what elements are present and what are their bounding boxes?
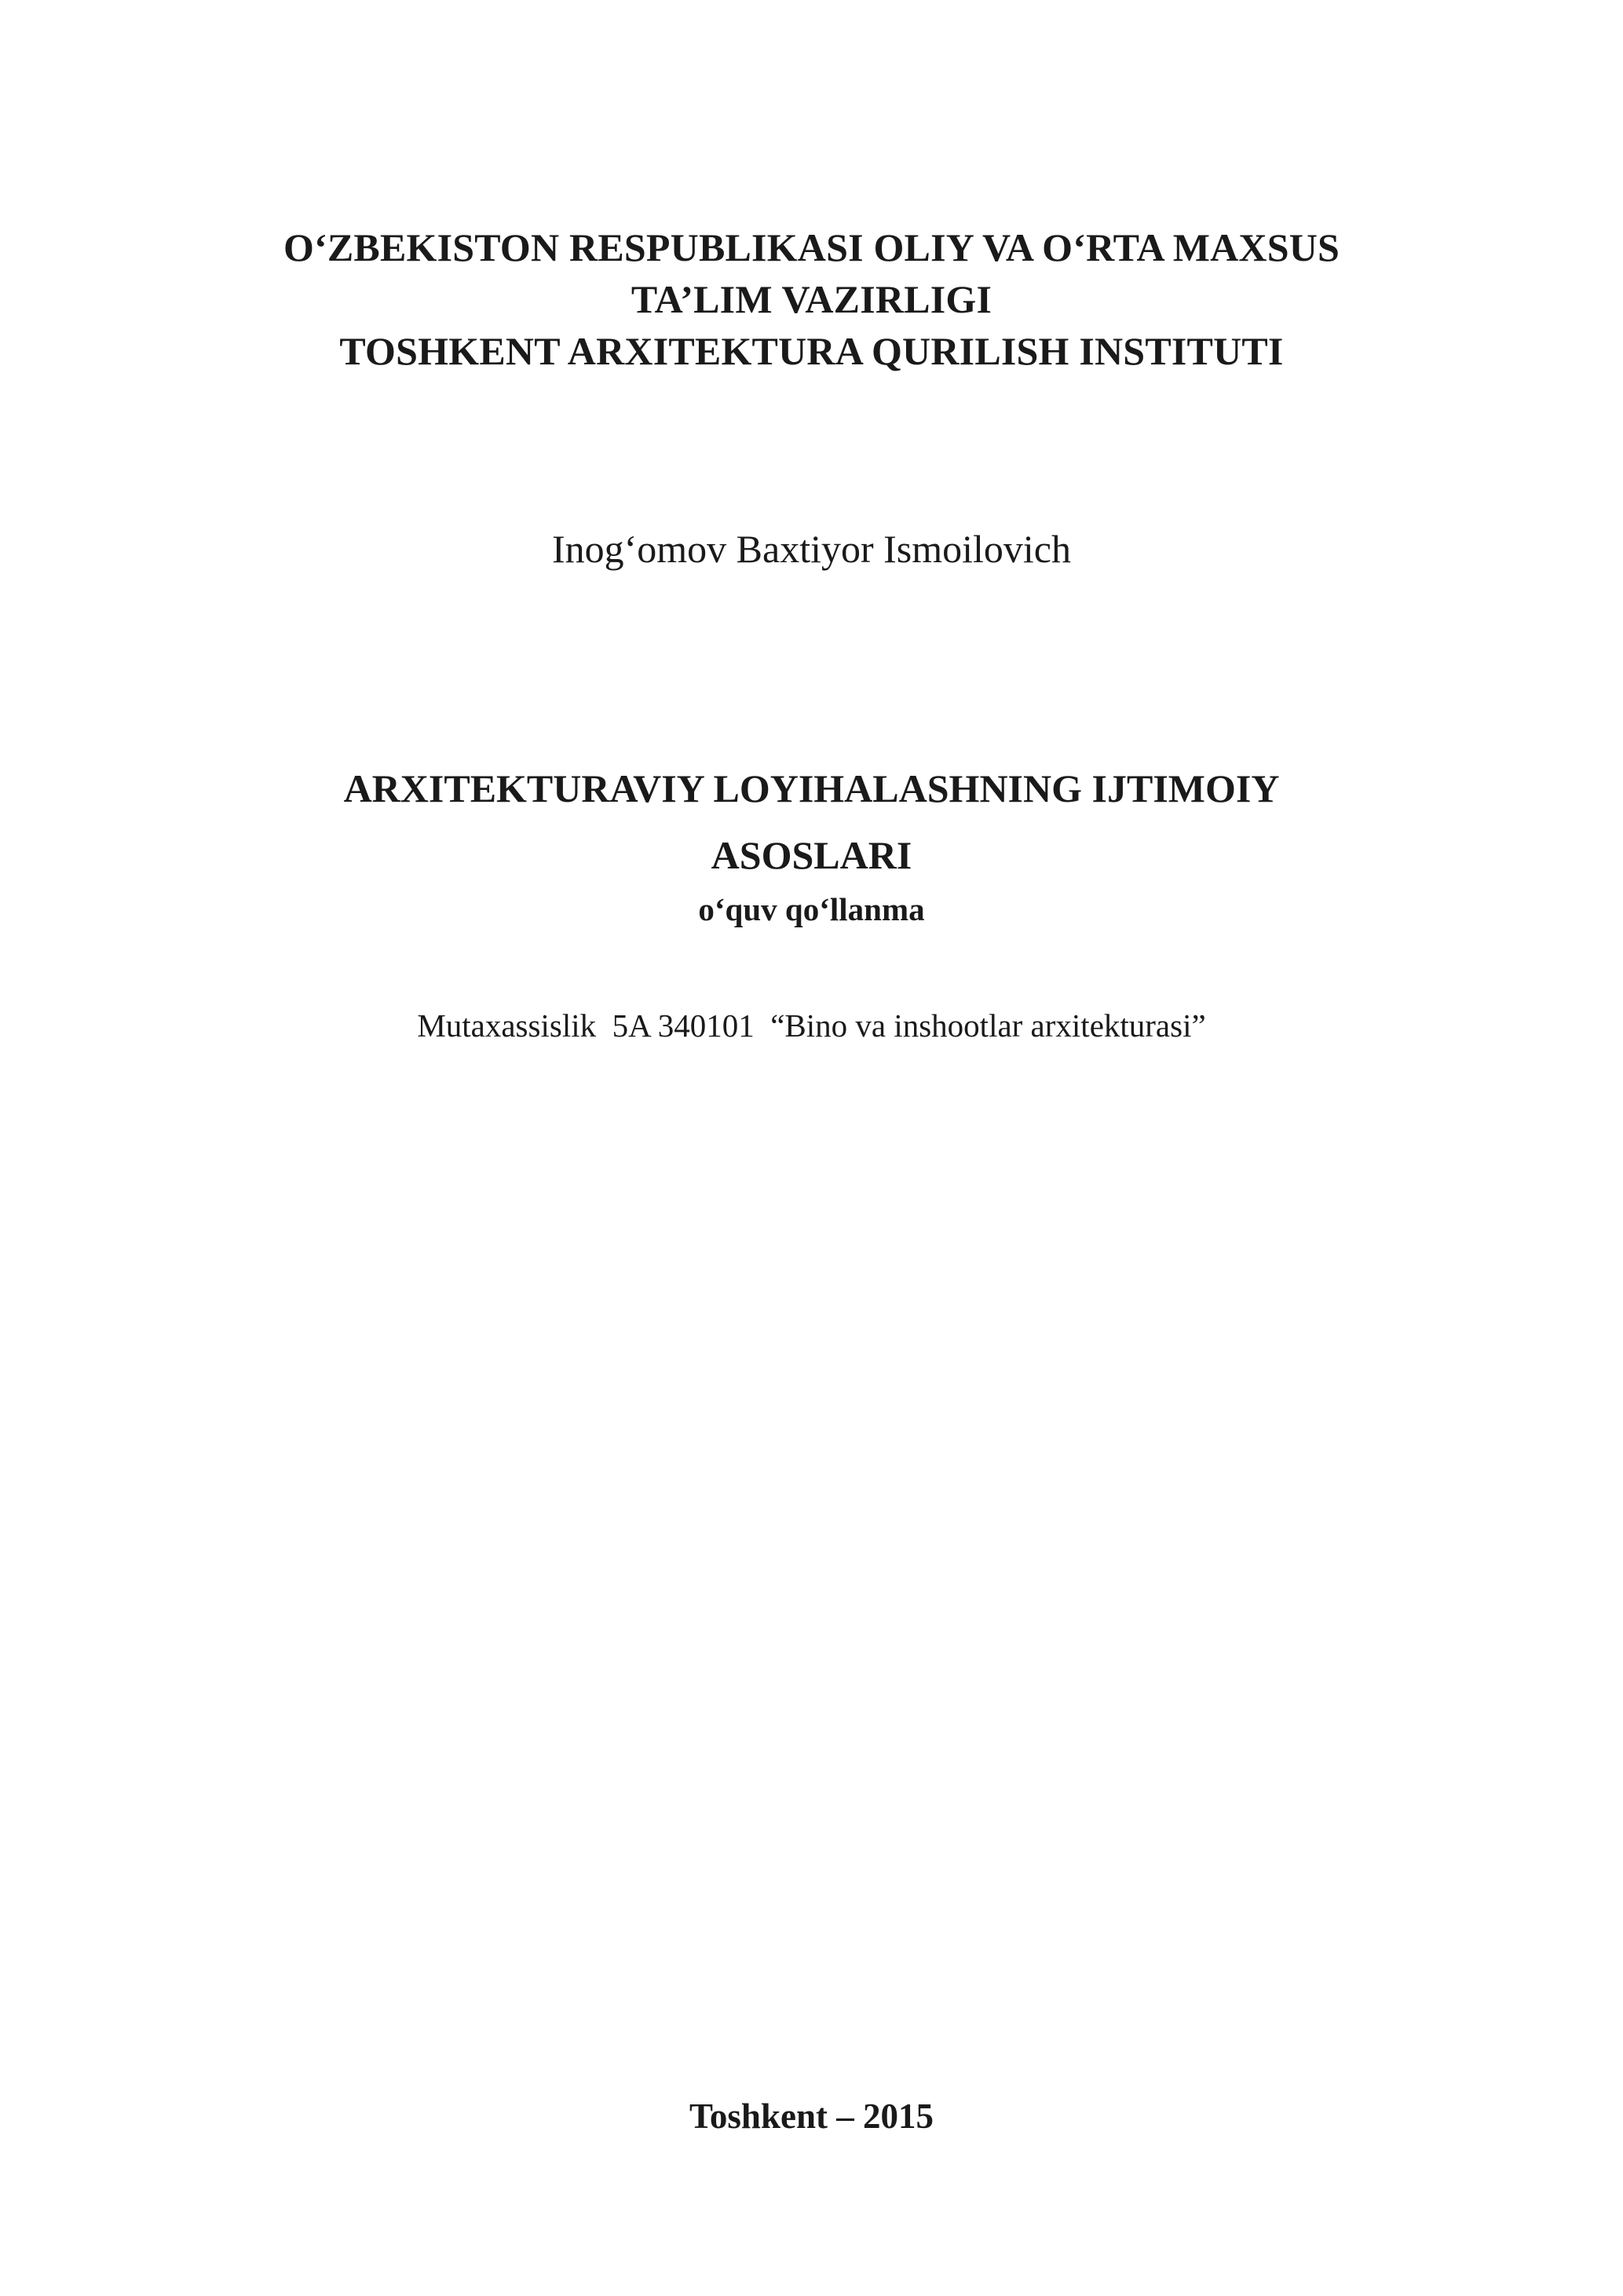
book-title-line-2: ASOSLARI bbox=[711, 833, 912, 877]
book-type: o‘quv qo‘llanma bbox=[698, 891, 925, 927]
ministry-line-2: TA’LIM VAZIRLIGI bbox=[631, 277, 992, 321]
place-and-year: Toshkent – 2015 bbox=[689, 2097, 934, 2136]
institute-name: TOSHKENT ARXITEKTURA QURILISH INSTITUTI bbox=[339, 329, 1284, 373]
book-title-line-1: ARXITEKTURAVIY LOYIHALASHNING IJTIMOIY bbox=[343, 766, 1280, 810]
ministry-header bbox=[0, 221, 1623, 377]
ministry-line-1: O‘ZBEKISTON RESPUBLIKASI OLIY VA O‘RTA MAXSUS bbox=[283, 225, 1340, 269]
author-name: Inog‘omov Baxtiyor Ismoilovich bbox=[551, 527, 1072, 571]
book-title bbox=[0, 755, 1623, 889]
specialty-line: Mutaxassislik 5A 340101 “Bino va inshootlar arxitekturasi” bbox=[417, 1007, 1206, 1044]
